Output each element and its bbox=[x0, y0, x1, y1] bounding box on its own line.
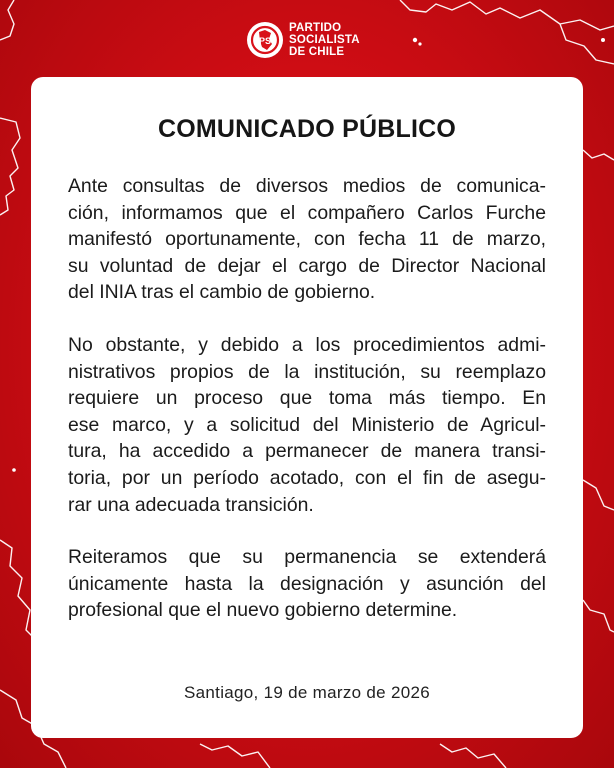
party-name bbox=[289, 22, 360, 58]
paragraph-2 bbox=[68, 332, 546, 518]
paragraph-3 bbox=[68, 544, 546, 624]
paragraph-line: del INIA tras el cambio de gobierno. bbox=[68, 281, 376, 304]
paragraph-line: Reiteramos que su permanencia se extenderá bbox=[68, 546, 546, 569]
party-name-line: DE CHILE bbox=[289, 46, 345, 58]
paragraph-line: requiere un proceso que toma más tiempo. En bbox=[68, 387, 546, 410]
party-header bbox=[247, 18, 360, 62]
rose-fist-logo-icon bbox=[250, 25, 280, 55]
paragraph-line: manifestó oportunamente, con fecha 11 de marzo, bbox=[68, 228, 546, 251]
paragraph-line: No obstante, y debido a los procedimientos admi- bbox=[68, 333, 546, 356]
page-title: COMUNICADO PÚBLICO bbox=[157, 115, 457, 143]
paragraph-line: únicamente hasta la designación y asunción del bbox=[68, 572, 546, 595]
party-name-line: SOCIALISTA bbox=[289, 34, 360, 46]
paragraph-line: toria, por un período acotado, con el fin de asegu- bbox=[68, 466, 546, 489]
signature-date: Santiago, 19 de marzo de 2026 bbox=[184, 683, 430, 702]
paragraph-line: ción, informamos que el compañero Carlos Furche bbox=[68, 201, 546, 224]
paragraph-line: Ante consultas de diversos medios de comunica- bbox=[68, 175, 546, 197]
paragraph-line: su voluntad de dejar el cargo de Director Nacional bbox=[68, 254, 546, 277]
party-name-line: PARTIDO bbox=[289, 22, 342, 34]
paragraph-line: ese marco, y a solicitud del Ministerio de Agricul- bbox=[68, 413, 546, 436]
paragraph-1 bbox=[68, 173, 546, 306]
paragraph-line: nistrativos propios de la institución, su reemplazo bbox=[68, 360, 546, 383]
statement-card bbox=[31, 77, 583, 738]
paragraph-line: profesional que el nuevo gobierno determine. bbox=[68, 599, 458, 622]
paragraph-line: tura, ha accedido a permanecer de manera transi- bbox=[68, 440, 546, 463]
logo-letters: PS bbox=[258, 36, 272, 46]
paragraph-line: rar una adecuada transición. bbox=[68, 493, 314, 516]
party-logo-icon bbox=[247, 22, 283, 58]
